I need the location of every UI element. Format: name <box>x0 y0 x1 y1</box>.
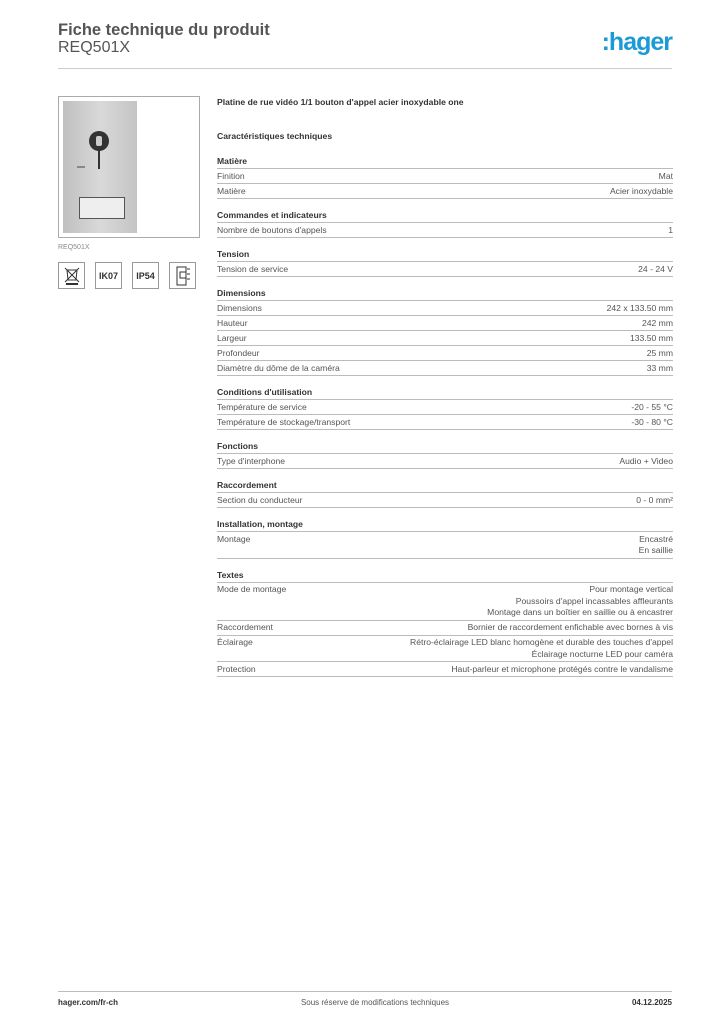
spec-value-line: Pour montage vertical <box>589 584 673 594</box>
spec-label: Nombre de boutons d'appels <box>217 224 327 235</box>
spec-label: Température de stockage/transport <box>217 416 351 427</box>
section-title: Matière <box>217 154 673 169</box>
spec-row <box>217 331 673 346</box>
header-divider <box>58 68 672 69</box>
spec-value-line: 1 <box>668 224 673 235</box>
spec-row <box>217 184 673 199</box>
footer <box>58 991 672 1007</box>
weee-bin-icon <box>58 262 85 289</box>
spec-label: Section du conducteur <box>217 494 303 505</box>
footer-date: 04.12.2025 <box>631 998 672 1007</box>
section-title: Commandes et indicateurs <box>217 208 673 223</box>
spec-row <box>217 636 673 663</box>
spec-value-line: Audio + Video <box>619 455 673 466</box>
spec-label: Type d'interphone <box>217 455 286 466</box>
spec-label: Tension de service <box>217 263 289 274</box>
spec-value-line: Montage dans un boîtier en saillie ou à encastrer <box>487 607 673 617</box>
spec-value <box>619 456 673 468</box>
section-title: Dimensions <box>217 286 673 301</box>
spec-row <box>217 454 673 469</box>
spec-label: Finition <box>217 170 245 181</box>
spec-value-line: Mat <box>658 170 673 181</box>
characteristics-title: Caractéristiques techniques <box>217 131 333 141</box>
spec-row <box>217 532 673 559</box>
spec-section <box>217 154 673 199</box>
spec-value <box>647 363 673 375</box>
spec-value-line: Haut-parleur et microphone protégés contre le vandalisme <box>451 663 673 674</box>
section-title: Conditions d'utilisation <box>217 385 673 400</box>
spec-value <box>636 495 673 507</box>
spec-value-line: Acier inoxydable <box>609 185 673 196</box>
spec-row <box>217 583 673 621</box>
camera-stem <box>98 149 100 169</box>
spec-value <box>647 348 673 360</box>
spec-row <box>217 662 673 677</box>
spec-value <box>610 186 673 198</box>
spec-label: Montage <box>217 533 251 544</box>
spec-value <box>642 318 673 330</box>
spec-label: Raccordement <box>217 622 273 632</box>
spec-row <box>217 262 673 277</box>
spec-section <box>217 286 673 376</box>
section-title: Raccordement <box>217 478 673 493</box>
ik07-badge: IK07 <box>95 262 122 289</box>
spec-section <box>217 478 673 508</box>
spec-value <box>607 303 673 315</box>
spec-value <box>468 622 673 634</box>
spec-value-line: Poussoirs d'appel incassables affleurants <box>515 595 673 606</box>
spec-row <box>217 400 673 415</box>
page-title: Fiche technique du produit <box>58 21 270 39</box>
door-station-plate <box>63 101 137 233</box>
spec-section <box>217 208 673 238</box>
spec-row <box>217 415 673 430</box>
spec-row <box>217 316 673 331</box>
spec-label: Mode de montage <box>217 584 287 594</box>
spec-value-line: Éclairage nocturne LED pour caméra <box>531 648 673 659</box>
spec-label: Température de service <box>217 401 307 412</box>
spec-value-line: 33 mm <box>646 362 673 373</box>
spec-label: Hauteur <box>217 317 248 328</box>
spec-value <box>639 534 673 557</box>
spec-value <box>631 417 673 429</box>
spec-value-line: Bornier de raccordement enfichable avec bornes à vis <box>467 622 673 632</box>
image-caption: REQ501X <box>58 244 90 251</box>
product-image <box>58 96 200 238</box>
spec-value <box>659 171 673 183</box>
spec-label: Protection <box>217 663 256 674</box>
spec-row <box>217 361 673 376</box>
spec-section <box>217 247 673 277</box>
section-title: Fonctions <box>217 439 673 454</box>
spec-value-line: Encastré <box>639 533 673 544</box>
led-indicator <box>77 166 85 168</box>
hager-logo: :hager <box>601 28 672 56</box>
spec-section <box>217 568 673 678</box>
spec-value <box>638 264 673 276</box>
camera-icon <box>89 131 109 151</box>
spec-row <box>217 621 673 636</box>
section-title: Installation, montage <box>217 517 673 532</box>
spec-section <box>217 439 673 469</box>
footer-website-link[interactable]: hager.com/fr-ch <box>58 998 119 1007</box>
product-description: Platine de rue vidéo 1/1 bouton d'appel acier inoxydable one <box>217 97 464 107</box>
spec-label: Éclairage <box>217 637 253 647</box>
spec-label: Matière <box>217 185 246 196</box>
specifications <box>217 96 673 677</box>
product-reference: REQ501X <box>58 39 131 56</box>
certification-badges <box>58 262 196 289</box>
ip54-badge: IP54 <box>132 262 159 289</box>
spec-label: Diamètre du dôme de la caméra <box>217 362 340 373</box>
spec-value-line: -20 - 55 °C <box>631 401 673 412</box>
spec-row <box>217 493 673 508</box>
spec-row <box>217 169 673 184</box>
spec-value <box>451 664 673 676</box>
spec-value <box>630 333 673 345</box>
spec-label: Profondeur <box>217 347 260 358</box>
spec-value-line: 133.50 mm <box>630 332 673 343</box>
spec-value-line: En saillie <box>638 545 673 555</box>
spec-row <box>217 223 673 238</box>
spec-label: Largeur <box>217 332 247 343</box>
installation-icon <box>169 262 196 289</box>
spec-row <box>217 301 673 316</box>
spec-value-line: Rétro-éclairage LED blanc homogène et durable des touches d'appel <box>410 637 673 647</box>
spec-section <box>217 517 673 559</box>
spec-label: Dimensions <box>217 302 262 313</box>
spec-section <box>217 385 673 430</box>
spec-value-line: 25 mm <box>646 347 673 358</box>
spec-value <box>487 584 673 619</box>
spec-value <box>410 637 673 660</box>
spec-value-line: 242 mm <box>641 317 673 328</box>
spec-value <box>668 225 673 237</box>
call-button-label <box>79 197 125 219</box>
spec-value-line: -30 - 80 °C <box>631 416 673 427</box>
spec-value-line: 242 x 133.50 mm <box>606 302 673 313</box>
section-title: Tension <box>217 247 673 262</box>
section-title: Textes <box>217 568 673 583</box>
footer-notice: Sous réserve de modifications techniques <box>300 998 450 1007</box>
spec-value-line: 0 - 0 mm² <box>636 494 673 505</box>
spec-row <box>217 346 673 361</box>
spec-value <box>631 402 673 414</box>
spec-value-line: 24 - 24 V <box>638 263 673 274</box>
